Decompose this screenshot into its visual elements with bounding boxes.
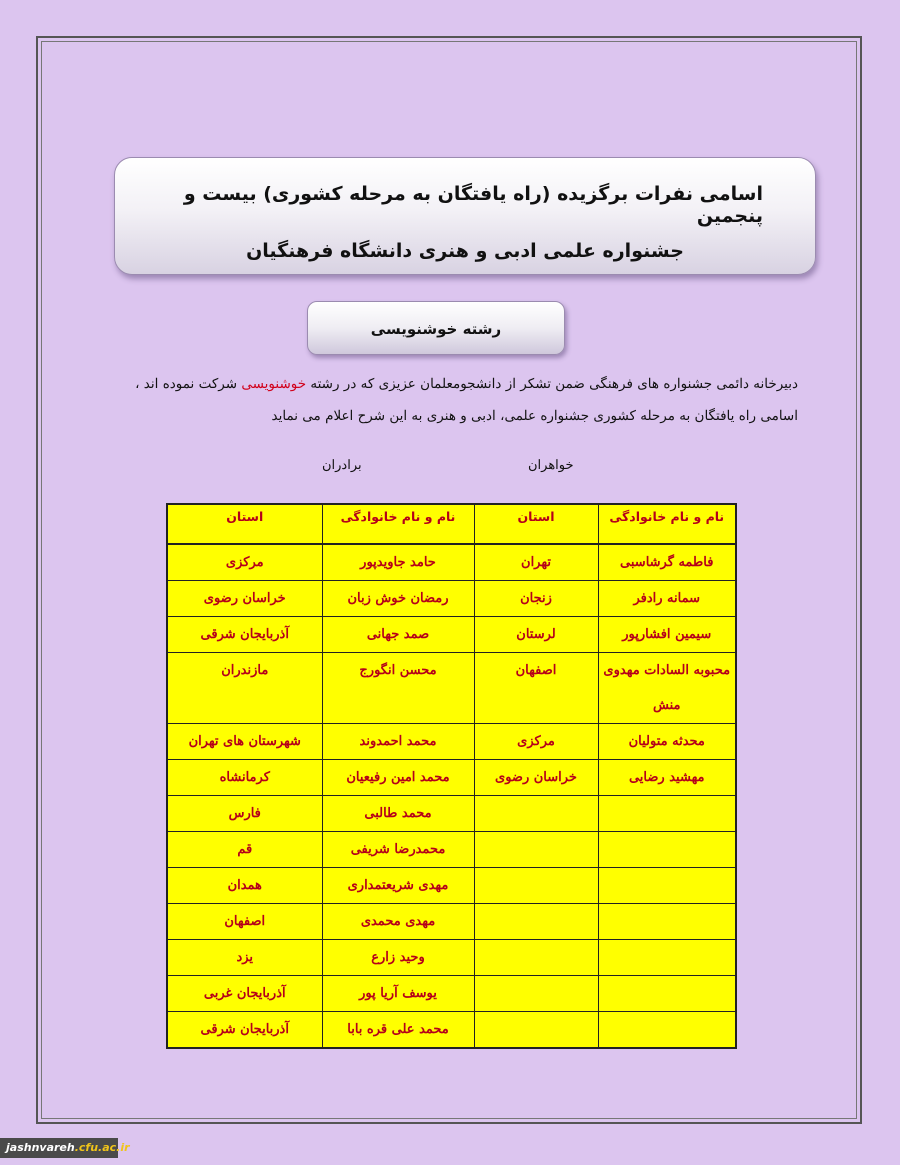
cell-brother-name: مهدی محمدی	[322, 904, 474, 940]
cell-sister-name: مهشید رضایی	[598, 760, 736, 796]
cell-sister-name	[598, 1012, 736, 1049]
cell-sister-province: زنجان	[474, 581, 598, 617]
table-row	[167, 868, 736, 904]
title-line-1: اسامی نفرات برگزیده (راه یافتگان به مرحله کشوری) بیست و پنجمین	[183, 183, 763, 227]
cell-brother-province: فارس	[167, 796, 322, 832]
cell-sister-name: محدثه متولیان	[598, 724, 736, 760]
intro-highlight: خوشنویسی	[241, 376, 307, 392]
cell-sister-name: سمانه رادفر	[598, 581, 736, 617]
cell-sister-province: لرستان	[474, 617, 598, 653]
site-name: jashnvareh	[6, 1141, 75, 1154]
cell-sister-name: فاطمه گرشاسبی	[598, 544, 736, 581]
cell-brother-name: یوسف آریا پور	[322, 976, 474, 1012]
header-sister-province: استان	[474, 504, 598, 544]
header-brother-name: نام و نام خانوادگی	[322, 504, 474, 544]
cell-brother-name: حامد جاویدپور	[322, 544, 474, 581]
intro-text-before: دبیرخانه دائمی جشنواره های فرهنگی ضمن تشکر از دانشجومعلمان عزیزی که در رشته	[306, 376, 798, 392]
table-row	[167, 976, 736, 1012]
cell-brother-province: مرکزی	[167, 544, 322, 581]
cell-sister-name	[598, 976, 736, 1012]
intro-paragraph-1	[100, 376, 798, 392]
cell-brother-province: آذربایجان شرقی	[167, 617, 322, 653]
cell-brother-name: محمد امین رفیعیان	[322, 760, 474, 796]
cell-brother-province: خراسان رضوی	[167, 581, 322, 617]
title-line-2: جشنواره علمی ادبی و هنری دانشگاه فرهنگیان	[246, 240, 684, 262]
header-sister-name: نام و نام خانوادگی	[598, 504, 736, 544]
cell-brother-province: قم	[167, 832, 322, 868]
cell-brother-name: محمدرضا شریفی	[322, 832, 474, 868]
cell-brother-province: شهرستان های تهران	[167, 724, 322, 760]
cell-sister-province	[474, 940, 598, 976]
cell-brother-province: همدان	[167, 868, 322, 904]
table-row	[167, 1012, 736, 1049]
table-row	[167, 940, 736, 976]
intro-text-after: شرکت نموده اند ،	[135, 376, 242, 392]
cell-brother-name: محمد احمدوند	[322, 724, 474, 760]
cell-brother-province: کرمانشاه	[167, 760, 322, 796]
site-footer-badge[interactable]	[0, 1138, 130, 1158]
cell-sister-province	[474, 976, 598, 1012]
cell-sister-province: اصفهان	[474, 653, 598, 724]
intro-paragraph-2: اسامی راه یافتگان به مرحله کشوری جشنواره علمی، ادبی و هنری به این شرح اعلام می نماید	[271, 408, 798, 424]
cell-brother-name: محسن انگورج	[322, 653, 474, 724]
cell-sister-name: سیمین افشارپور	[598, 617, 736, 653]
header-brother-province: استان	[167, 504, 322, 544]
cell-sister-name	[598, 904, 736, 940]
cell-sister-province: خراسان رضوی	[474, 760, 598, 796]
group-label-sisters: خواهران	[528, 458, 574, 473]
cell-sister-province	[474, 868, 598, 904]
table-row	[167, 653, 736, 724]
table-row	[167, 904, 736, 940]
cell-brother-name: وحید زارع	[322, 940, 474, 976]
cell-brother-name: صمد جهانی	[322, 617, 474, 653]
results-table	[166, 503, 737, 1049]
group-label-brothers: برادران	[322, 458, 362, 473]
cell-brother-name: محمد علی قره بابا	[322, 1012, 474, 1049]
table-header-row	[167, 504, 736, 544]
cell-brother-province: مازندران	[167, 653, 322, 724]
table-row	[167, 581, 736, 617]
cell-sister-province: مرکزی	[474, 724, 598, 760]
cell-brother-province: آذربایجان غربی	[167, 976, 322, 1012]
cell-sister-province	[474, 796, 598, 832]
cell-sister-province	[474, 904, 598, 940]
cell-sister-name	[598, 868, 736, 904]
cell-sister-name	[598, 940, 736, 976]
cell-sister-province	[474, 832, 598, 868]
cell-brother-province: اصفهان	[167, 904, 322, 940]
cell-sister-province	[474, 1012, 598, 1049]
title-box	[114, 157, 816, 275]
cell-brother-province: آذربایجان شرقی	[167, 1012, 322, 1049]
table-row	[167, 724, 736, 760]
site-domain: .cfu.ac.ir	[74, 1141, 130, 1154]
table-row	[167, 544, 736, 581]
cell-brother-name: محمد طالبی	[322, 796, 474, 832]
category-title: رشته خوشنویسی	[307, 301, 565, 355]
table-row	[167, 832, 736, 868]
cell-brother-name: رمضان خوش زبان	[322, 581, 474, 617]
table-row	[167, 617, 736, 653]
cell-brother-name: مهدی شریعتمداری	[322, 868, 474, 904]
cell-sister-name	[598, 796, 736, 832]
cell-sister-province: تهران	[474, 544, 598, 581]
table-row	[167, 796, 736, 832]
table-row	[167, 760, 736, 796]
cell-brother-province: یزد	[167, 940, 322, 976]
cell-sister-name: محبوبه السادات مهدوی منش	[598, 653, 736, 724]
cell-sister-name	[598, 832, 736, 868]
